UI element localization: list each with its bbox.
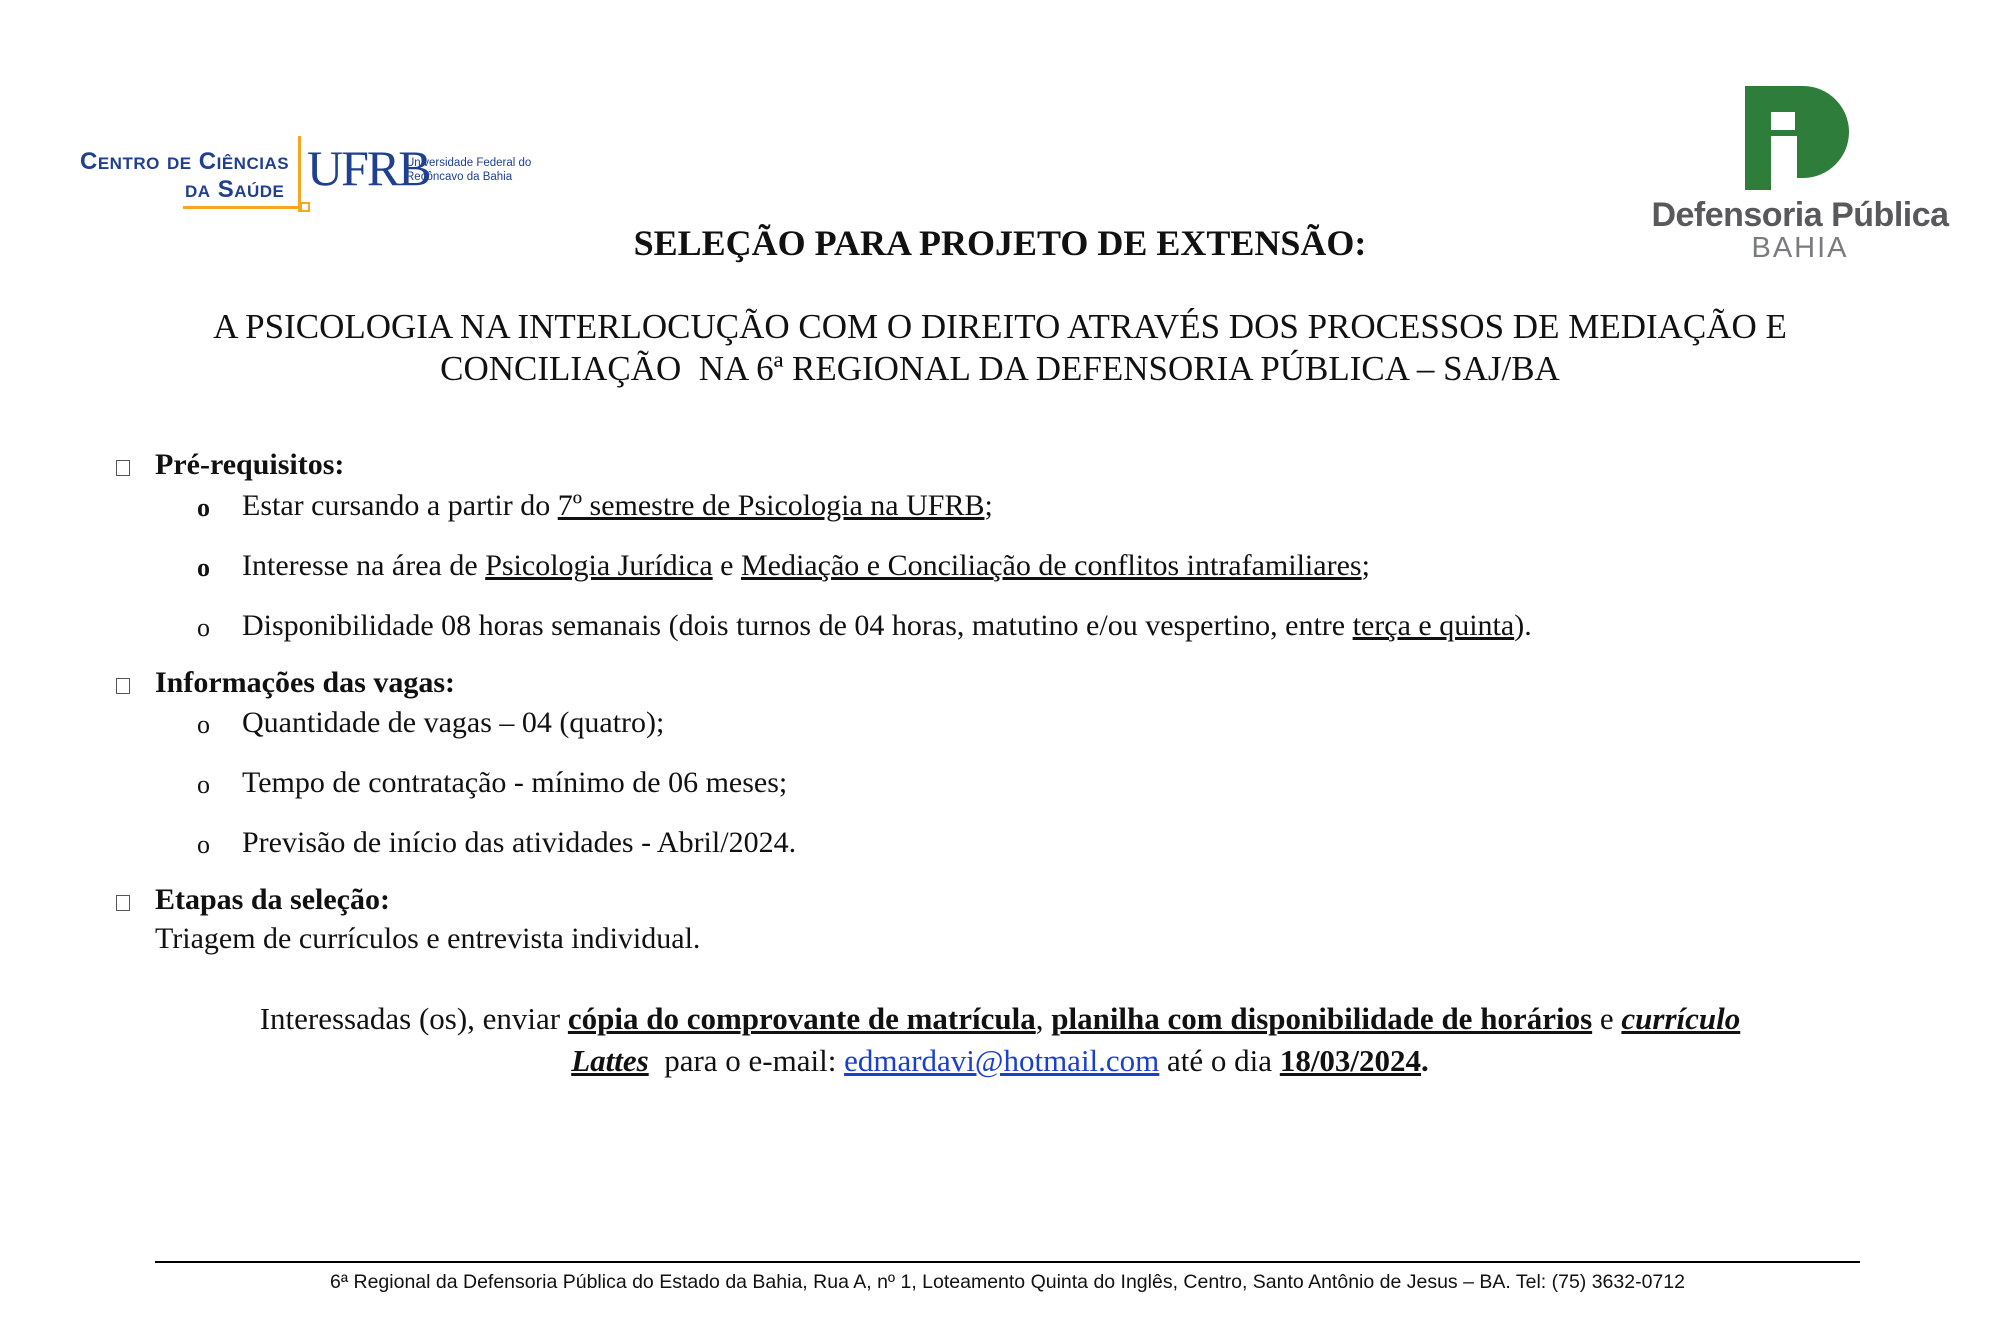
prereq-heading: Pré-requisitos: [155,448,345,481]
prereq-item-3 [242,609,1532,643]
prereq-item-2-end: ; [1361,549,1370,582]
section-bullet-box [116,460,130,476]
section-bullet-box [116,895,130,911]
send-item-enrollment: cópia do comprovante de matrícula [567,1001,1036,1036]
prereq-bullet-3: o [197,613,210,642]
prereq-item-1-emph: 7º semestre de Psicologia na UFRB [557,489,985,522]
prereq-item-1-text: Estar cursando a partir do [242,489,558,522]
footer-divider [155,1261,1860,1263]
subtitle-line2: CONCILIAÇÃO NA 6ª REGIONAL DA DEFENSORIA PÚBLICA – SAJ/BA [440,349,1560,388]
send-item-schedule: planilha com disponibilidade de horários [1051,1001,1593,1036]
prereq-bullet-2: o [197,553,210,582]
university-name-line2: Recôncavo da Bahia [406,171,513,183]
prereq-item-2-emph-a: Psicologia Jurídica [485,549,713,582]
ccs-logo-line2: da Saúde [185,176,285,203]
logo-underline [183,206,301,209]
university-name-line1: Universidade Federal do [406,157,532,169]
send-text-1: Interessadas (os), enviar [259,1001,568,1036]
send-text-3: e [1592,1001,1622,1036]
vagas-bullet-2: o [197,770,210,799]
send-text-2: , [1035,1001,1052,1036]
vagas-bullet-3: o [197,830,210,859]
footer-address: 6ª Regional da Defensoria Pública do Estado da Bahia, Rua A, nº 1, Loteamento Quinta do Inglês, Centro, Santo Antônio de Jesus – BA. Tel: (75) 3632-0712 [330,1271,1685,1293]
send-text-6: . [1421,1043,1429,1078]
prereq-item-3-end: ). [1514,609,1532,642]
section-bullet-box [116,678,130,694]
prereq-item-3-text: Disponibilidade 08 horas semanais (dois turnos de 04 horas, matutino e/ou vespertino, entre [242,609,1353,642]
deadline-date: 18/03/2024 [1279,1043,1422,1078]
prereq-item-2-joiner: e [712,549,741,582]
vagas-item-3: Previsão de início das atividades - Abril/2024. [242,826,797,859]
document-subtitle [160,306,1840,390]
etapas-text: Triagem de currículos e entrevista individual. [155,922,701,955]
etapas-heading: Etapas da seleção: [155,883,390,916]
prereq-item-2 [242,549,1370,583]
vagas-item-2: Tempo de contratação - mínimo de 06 meses; [242,766,788,799]
vagas-bullet-1: o [197,710,210,739]
document-title: SELEÇÃO PARA PROJETO DE EXTENSÃO: [633,223,1367,263]
logo-corner-mark [300,202,310,212]
prereq-item-1 [242,489,993,523]
email-link[interactable]: edmardavi@hotmail.com [844,1043,1160,1078]
application-instructions [140,998,1860,1082]
send-item-curriculo: currículo [1621,1001,1741,1036]
prereq-item-2-emph-b: Mediação e Conciliação de conflitos intrafamiliares [740,549,1362,582]
ccs-ufrb-logo [80,136,560,220]
send-text-4: para o e-mail: [648,1043,845,1078]
prereq-bullet-1: o [197,493,210,522]
prereq-item-1-end: ; [984,489,993,522]
prereq-item-3-emph: terça e quinta [1352,609,1515,642]
defensoria-emblem-icon [1745,86,1853,190]
logo-divider [298,136,301,212]
send-item-lattes: Lattes [571,1043,649,1078]
vagas-item-1: Quantidade de vagas – 04 (quatro); [242,706,665,739]
university-name [406,156,531,184]
ufrb-acronym: UFRB [307,140,430,196]
subtitle-line1: A PSICOLOGIA NA INTERLOCUÇÃO COM O DIREITO ATRAVÉS DOS PROCESSOS DE MEDIAÇÃO E [213,307,1787,346]
vagas-heading: Informações das vagas: [155,666,455,699]
send-text-5: até o dia [1159,1043,1280,1078]
ccs-logo-line1: Centro de Ciências [80,148,290,175]
defensoria-state: BAHIA [1751,232,1849,264]
defensoria-name: Defensoria Pública [1651,196,1949,234]
prereq-item-2-text: Interesse na área de [242,549,486,582]
